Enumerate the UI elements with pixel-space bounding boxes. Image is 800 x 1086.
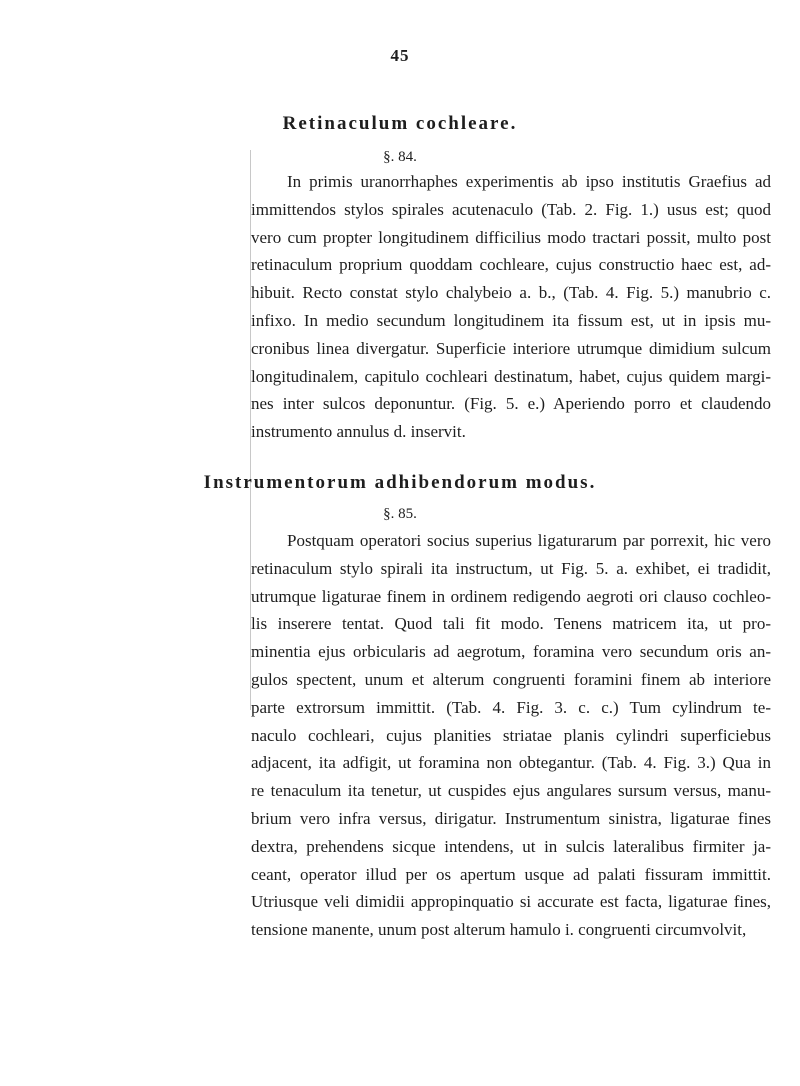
text-line: nes inter sulcos deponuntur. (Fig. 5. e.) Aperiendo porro et claudendo <box>251 394 771 414</box>
text-line: adjacent, ita adfigit, ut foramina non obtegantur. (Tab. 4. Fig. 3.) Qua in <box>251 753 771 773</box>
text-line: longitudinalem, capitulo cochleari destinatum, habet, cujus quidem margi- <box>251 366 771 386</box>
text-line: parte extrorsum immittit. (Tab. 4. Fig. 3. c. c.) Tum cylindrum te- <box>251 697 771 717</box>
text-line: brium vero infra versus, dirigatur. Instrumentum sinistra, ligaturae fines <box>251 808 771 828</box>
section-heading-modus: Instrumentorum adhibendorum modus. <box>203 472 597 493</box>
text-line: naculo cochleari, cujus planities striatae planis cylindri superficiebus <box>251 725 771 745</box>
text-line: retinaculum stylo spirali ita instructum, ut Fig. 5. a. exhibet, ei tradidit, <box>251 558 771 578</box>
text-line: ceant, operator illud per os apertum usque ad palati fissuram immittit. <box>251 864 771 884</box>
text-line: instrumento annulus d. inservit. <box>251 422 466 442</box>
text-line: immittendos stylos spirales acutenaculo (Tab. 2. Fig. 1.) usus est; quod <box>251 199 771 219</box>
section-heading-retinaculum: Retinaculum cochleare. <box>282 113 518 134</box>
text-line: In primis uranorrhaphes experimentis ab ipso institutis Graefius ad <box>287 172 771 191</box>
text-line: lis inserere tentat. Quod tali fit modo. Tenens matricem ita, ut pro- <box>251 614 771 634</box>
text-line: Postquam operatori socius superius ligaturarum par porrexit, hic vero <box>287 531 771 550</box>
page-number: 45 <box>390 46 410 65</box>
paragraph-number-85: §. 85. <box>383 506 417 522</box>
paragraph-number-84: §. 84. <box>383 149 417 165</box>
paragraph-84 <box>251 168 771 446</box>
text-line: re tenaculum ita tenetur, ut cuspides ejus angulares sursum versus, manu- <box>251 781 771 801</box>
text-line: dextra, prehendens sicque intendens, ut in sulcis lateralibus firmiter ja- <box>251 836 771 856</box>
text-line: vero cum propter longitudinem difficilius modo tractari possit, multo post <box>251 227 771 247</box>
text-line: minentia ejus orbicularis ad aegrotum, foramina vero secundum oris an- <box>251 642 771 662</box>
text-line: Utriusque veli dimidii appropinquatio si accurate est facta, ligaturae fines, <box>251 892 771 912</box>
text-line: cronibus linea divergatur. Superficie interiore utrumque dimidium sulcum <box>251 338 771 358</box>
text-line: infixo. In medio secundum longitudinem ita fissum est, ut in ipsis mu- <box>251 310 771 330</box>
text-line: gulos spectent, unum et alterum congruenti foramini finem ab interiore <box>251 669 771 689</box>
text-line: tensione manente, unum post alterum hamulo i. congruenti circumvolvit, <box>251 920 747 940</box>
text-line: hibuit. Recto constat stylo chalybeio a. b., (Tab. 4. Fig. 5.) manubrio c. <box>251 283 771 303</box>
text-line: retinaculum proprium quoddam cochleare, cujus constructio haec est, ad- <box>251 255 771 275</box>
text-line: utrumque ligaturae finem in ordinem redigendo aegroti ori clauso cochleo- <box>251 586 771 606</box>
paragraph-85 <box>251 527 771 944</box>
